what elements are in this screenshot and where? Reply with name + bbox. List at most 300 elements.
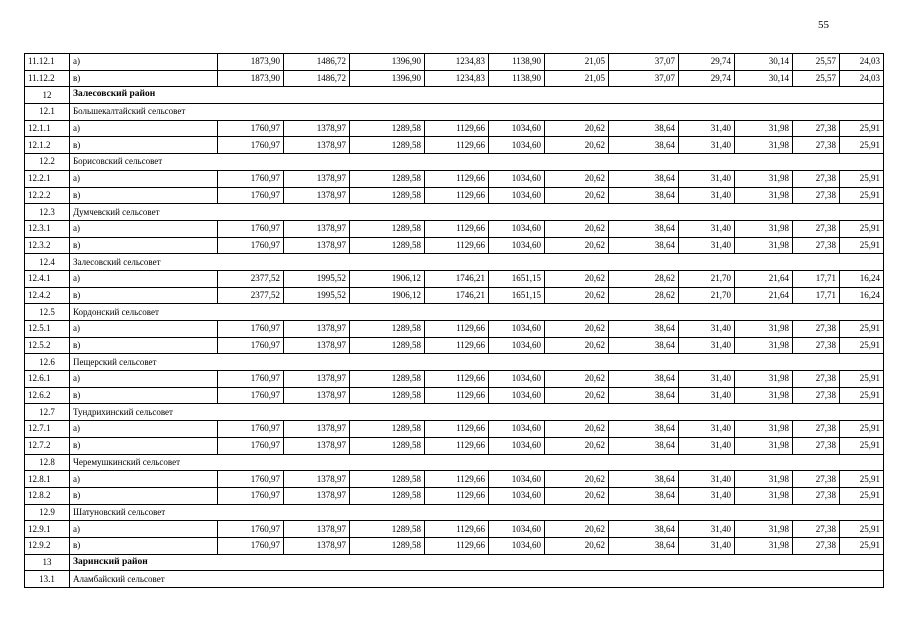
table-row xyxy=(25,487,884,504)
row-label: в) xyxy=(70,487,218,504)
value-cell: 21,70 xyxy=(679,270,735,287)
value-cell: 31,98 xyxy=(735,137,793,154)
value-cell: 1378,97 xyxy=(284,421,350,438)
value-cell: 31,98 xyxy=(735,337,793,354)
row-code: 12.3.1 xyxy=(25,220,70,237)
value-cell: 1034,60 xyxy=(489,521,545,538)
value-cell: 1129,66 xyxy=(425,437,489,454)
value-cell: 1034,60 xyxy=(489,337,545,354)
value-cell: 38,64 xyxy=(609,471,679,488)
table-row xyxy=(25,187,884,204)
value-cell: 1289,58 xyxy=(350,137,425,154)
value-cell: 1129,66 xyxy=(425,187,489,204)
value-cell: 1760,97 xyxy=(218,187,284,204)
value-cell: 1378,97 xyxy=(284,220,350,237)
settlement-title: Кордонский сельсовет xyxy=(70,304,884,321)
value-cell: 1034,60 xyxy=(489,170,545,187)
value-cell: 21,05 xyxy=(545,54,609,71)
row-label: а) xyxy=(70,321,218,338)
value-cell: 1129,66 xyxy=(425,321,489,338)
value-cell: 1289,58 xyxy=(350,437,425,454)
value-cell: 20,62 xyxy=(545,421,609,438)
row-label: в) xyxy=(70,187,218,204)
value-cell: 1378,97 xyxy=(284,521,350,538)
value-cell: 1129,66 xyxy=(425,471,489,488)
row-label: в) xyxy=(70,437,218,454)
value-cell: 27,38 xyxy=(793,220,840,237)
value-cell: 31,40 xyxy=(679,137,735,154)
value-cell: 16,24 xyxy=(840,287,884,304)
value-cell: 1760,97 xyxy=(218,337,284,354)
value-cell: 1378,97 xyxy=(284,137,350,154)
settlement-header-row xyxy=(25,404,884,421)
row-code: 12.1.2 xyxy=(25,137,70,154)
value-cell: 1034,60 xyxy=(489,187,545,204)
value-cell: 1760,97 xyxy=(218,120,284,137)
district-title: Заринский район xyxy=(70,554,884,571)
value-cell: 31,98 xyxy=(735,437,793,454)
value-cell: 27,38 xyxy=(793,170,840,187)
value-cell: 1289,58 xyxy=(350,321,425,338)
value-cell: 1034,60 xyxy=(489,120,545,137)
value-cell: 20,62 xyxy=(545,187,609,204)
value-cell: 1129,66 xyxy=(425,421,489,438)
value-cell: 1378,97 xyxy=(284,437,350,454)
value-cell: 29,74 xyxy=(679,70,735,87)
value-cell: 1289,58 xyxy=(350,537,425,554)
row-label: а) xyxy=(70,270,218,287)
value-cell: 25,57 xyxy=(793,70,840,87)
value-cell: 25,91 xyxy=(840,421,884,438)
value-cell: 28,62 xyxy=(609,270,679,287)
value-cell: 31,40 xyxy=(679,421,735,438)
row-code: 12.8 xyxy=(25,454,70,471)
table-row xyxy=(25,137,884,154)
value-cell: 20,62 xyxy=(545,437,609,454)
value-cell: 1129,66 xyxy=(425,371,489,388)
value-cell: 1129,66 xyxy=(425,487,489,504)
value-cell: 31,98 xyxy=(735,187,793,204)
value-cell: 38,64 xyxy=(609,437,679,454)
settlement-header-row xyxy=(25,204,884,221)
value-cell: 1995,52 xyxy=(284,287,350,304)
settlement-title: Большекалтайский сельсовет xyxy=(70,104,884,121)
value-cell: 1651,15 xyxy=(489,287,545,304)
table-row xyxy=(25,220,884,237)
row-code: 12.2.2 xyxy=(25,187,70,204)
value-cell: 20,62 xyxy=(545,270,609,287)
value-cell: 25,91 xyxy=(840,371,884,388)
settlement-title: Пещерский сельсовет xyxy=(70,354,884,371)
value-cell: 31,98 xyxy=(735,387,793,404)
row-label: а) xyxy=(70,371,218,388)
settlement-header-row xyxy=(25,104,884,121)
row-label: а) xyxy=(70,521,218,538)
value-cell: 20,62 xyxy=(545,387,609,404)
value-cell: 1378,97 xyxy=(284,321,350,338)
settlement-title: Тундрихинский сельсовет xyxy=(70,404,884,421)
value-cell: 20,62 xyxy=(545,487,609,504)
value-cell: 24,03 xyxy=(840,54,884,71)
district-header-row xyxy=(25,554,884,571)
value-cell: 31,40 xyxy=(679,170,735,187)
row-code: 12.8.2 xyxy=(25,487,70,504)
row-code: 12.4.2 xyxy=(25,287,70,304)
row-label: а) xyxy=(70,170,218,187)
row-code: 13 xyxy=(25,554,70,571)
value-cell: 37,07 xyxy=(609,70,679,87)
value-cell: 25,91 xyxy=(840,321,884,338)
value-cell: 20,62 xyxy=(545,321,609,338)
table-row xyxy=(25,321,884,338)
value-cell: 30,14 xyxy=(735,70,793,87)
value-cell: 1289,58 xyxy=(350,337,425,354)
table-row xyxy=(25,471,884,488)
value-cell: 25,91 xyxy=(840,237,884,254)
value-cell: 1289,58 xyxy=(350,487,425,504)
value-cell: 1378,97 xyxy=(284,337,350,354)
value-cell: 1289,58 xyxy=(350,371,425,388)
value-cell: 1034,60 xyxy=(489,487,545,504)
row-code: 12.6.2 xyxy=(25,387,70,404)
row-code: 12.4 xyxy=(25,254,70,271)
value-cell: 1760,97 xyxy=(218,521,284,538)
row-code: 12.4.1 xyxy=(25,270,70,287)
table-row xyxy=(25,70,884,87)
value-cell: 1129,66 xyxy=(425,537,489,554)
row-code: 12.9.1 xyxy=(25,521,70,538)
settlement-title: Залесовский сельсовет xyxy=(70,254,884,271)
value-cell: 1034,60 xyxy=(489,137,545,154)
row-code: 12.7.2 xyxy=(25,437,70,454)
value-cell: 1034,60 xyxy=(489,321,545,338)
row-code: 12.3 xyxy=(25,204,70,221)
value-cell: 27,38 xyxy=(793,237,840,254)
row-code: 11.12.1 xyxy=(25,54,70,71)
value-cell: 1129,66 xyxy=(425,220,489,237)
value-cell: 20,62 xyxy=(545,137,609,154)
value-cell: 27,38 xyxy=(793,487,840,504)
value-cell: 31,98 xyxy=(735,170,793,187)
value-cell: 38,64 xyxy=(609,120,679,137)
value-cell: 1034,60 xyxy=(489,387,545,404)
value-cell: 1034,60 xyxy=(489,471,545,488)
value-cell: 1760,97 xyxy=(218,437,284,454)
value-cell: 1378,97 xyxy=(284,371,350,388)
value-cell: 31,40 xyxy=(679,387,735,404)
table-row xyxy=(25,437,884,454)
table-row xyxy=(25,371,884,388)
value-cell: 31,98 xyxy=(735,220,793,237)
row-label: а) xyxy=(70,120,218,137)
value-cell: 20,62 xyxy=(545,237,609,254)
value-cell: 1760,97 xyxy=(218,321,284,338)
value-cell: 1396,90 xyxy=(350,54,425,71)
value-cell: 27,38 xyxy=(793,137,840,154)
value-cell: 38,64 xyxy=(609,521,679,538)
value-cell: 1034,60 xyxy=(489,371,545,388)
row-code: 12.5.1 xyxy=(25,321,70,338)
row-label: а) xyxy=(70,220,218,237)
value-cell: 31,40 xyxy=(679,237,735,254)
row-code: 12.1 xyxy=(25,104,70,121)
value-cell: 25,91 xyxy=(840,187,884,204)
value-cell: 25,91 xyxy=(840,487,884,504)
value-cell: 1760,97 xyxy=(218,137,284,154)
settlement-header-row xyxy=(25,254,884,271)
value-cell: 31,40 xyxy=(679,471,735,488)
value-cell: 38,64 xyxy=(609,170,679,187)
row-label: в) xyxy=(70,70,218,87)
row-label: а) xyxy=(70,471,218,488)
settlement-title: Черемушкинский сельсовет xyxy=(70,454,884,471)
value-cell: 27,38 xyxy=(793,437,840,454)
value-cell: 31,40 xyxy=(679,437,735,454)
value-cell: 31,40 xyxy=(679,371,735,388)
value-cell: 1760,97 xyxy=(218,471,284,488)
value-cell: 25,91 xyxy=(840,120,884,137)
value-cell: 25,91 xyxy=(840,220,884,237)
value-cell: 1129,66 xyxy=(425,337,489,354)
settlement-header-row xyxy=(25,504,884,521)
value-cell: 1129,66 xyxy=(425,237,489,254)
value-cell: 25,91 xyxy=(840,170,884,187)
value-cell: 38,64 xyxy=(609,220,679,237)
value-cell: 1289,58 xyxy=(350,120,425,137)
value-cell: 1378,97 xyxy=(284,471,350,488)
value-cell: 17,71 xyxy=(793,270,840,287)
value-cell: 1378,97 xyxy=(284,487,350,504)
tariff-table xyxy=(24,53,884,588)
table-row xyxy=(25,54,884,71)
row-label: а) xyxy=(70,54,218,71)
row-label: в) xyxy=(70,387,218,404)
value-cell: 1234,83 xyxy=(425,70,489,87)
value-cell: 1129,66 xyxy=(425,387,489,404)
value-cell: 1378,97 xyxy=(284,170,350,187)
value-cell: 38,64 xyxy=(609,137,679,154)
row-code: 12.7.1 xyxy=(25,421,70,438)
row-code: 13.1 xyxy=(25,571,70,588)
value-cell: 27,38 xyxy=(793,537,840,554)
value-cell: 21,70 xyxy=(679,287,735,304)
value-cell: 1034,60 xyxy=(489,421,545,438)
value-cell: 27,38 xyxy=(793,521,840,538)
row-code: 12.5 xyxy=(25,304,70,321)
value-cell: 31,40 xyxy=(679,187,735,204)
value-cell: 20,62 xyxy=(545,287,609,304)
value-cell: 38,64 xyxy=(609,187,679,204)
row-code: 12.9 xyxy=(25,504,70,521)
value-cell: 31,98 xyxy=(735,487,793,504)
value-cell: 37,07 xyxy=(609,54,679,71)
value-cell: 1760,97 xyxy=(218,371,284,388)
value-cell: 28,62 xyxy=(609,287,679,304)
value-cell: 1378,97 xyxy=(284,237,350,254)
value-cell: 1873,90 xyxy=(218,54,284,71)
value-cell: 31,98 xyxy=(735,237,793,254)
value-cell: 1234,83 xyxy=(425,54,489,71)
value-cell: 38,64 xyxy=(609,371,679,388)
value-cell: 31,98 xyxy=(735,421,793,438)
row-code: 12.6 xyxy=(25,354,70,371)
value-cell: 25,91 xyxy=(840,437,884,454)
value-cell: 27,38 xyxy=(793,387,840,404)
value-cell: 1034,60 xyxy=(489,437,545,454)
row-code: 12.6.1 xyxy=(25,371,70,388)
table-row xyxy=(25,337,884,354)
value-cell: 38,64 xyxy=(609,421,679,438)
row-label: в) xyxy=(70,137,218,154)
value-cell: 31,40 xyxy=(679,120,735,137)
settlement-title: Борисовский сельсовет xyxy=(70,154,884,171)
value-cell: 1873,90 xyxy=(218,70,284,87)
value-cell: 38,64 xyxy=(609,387,679,404)
value-cell: 1760,97 xyxy=(218,537,284,554)
settlement-title: Думчевский сельсовет xyxy=(70,204,884,221)
value-cell: 20,62 xyxy=(545,521,609,538)
value-cell: 1378,97 xyxy=(284,120,350,137)
row-code: 12.9.2 xyxy=(25,537,70,554)
value-cell: 1289,58 xyxy=(350,521,425,538)
value-cell: 1289,58 xyxy=(350,220,425,237)
value-cell: 1486,72 xyxy=(284,70,350,87)
row-code: 12.7 xyxy=(25,404,70,421)
value-cell: 30,14 xyxy=(735,54,793,71)
value-cell: 31,40 xyxy=(679,487,735,504)
value-cell: 1396,90 xyxy=(350,70,425,87)
row-code: 12.3.2 xyxy=(25,237,70,254)
value-cell: 1129,66 xyxy=(425,120,489,137)
value-cell: 2377,52 xyxy=(218,287,284,304)
value-cell: 31,98 xyxy=(735,521,793,538)
table-row xyxy=(25,270,884,287)
settlement-header-row xyxy=(25,571,884,588)
value-cell: 27,38 xyxy=(793,321,840,338)
value-cell: 31,98 xyxy=(735,371,793,388)
value-cell: 21,05 xyxy=(545,70,609,87)
value-cell: 1289,58 xyxy=(350,387,425,404)
value-cell: 31,40 xyxy=(679,321,735,338)
settlement-header-row xyxy=(25,154,884,171)
value-cell: 27,38 xyxy=(793,471,840,488)
value-cell: 27,38 xyxy=(793,120,840,137)
table-row xyxy=(25,237,884,254)
row-code: 12.8.1 xyxy=(25,471,70,488)
value-cell: 27,38 xyxy=(793,337,840,354)
value-cell: 1760,97 xyxy=(218,220,284,237)
value-cell: 1034,60 xyxy=(489,237,545,254)
value-cell: 31,40 xyxy=(679,220,735,237)
value-cell: 21,64 xyxy=(735,270,793,287)
settlement-header-row xyxy=(25,304,884,321)
value-cell: 31,40 xyxy=(679,521,735,538)
row-code: 12.2.1 xyxy=(25,170,70,187)
value-cell: 1289,58 xyxy=(350,421,425,438)
value-cell: 38,64 xyxy=(609,487,679,504)
value-cell: 31,40 xyxy=(679,337,735,354)
value-cell: 1906,12 xyxy=(350,270,425,287)
value-cell: 24,03 xyxy=(840,70,884,87)
value-cell: 38,64 xyxy=(609,337,679,354)
value-cell: 38,64 xyxy=(609,237,679,254)
settlement-header-row xyxy=(25,454,884,471)
value-cell: 1289,58 xyxy=(350,237,425,254)
value-cell: 1651,15 xyxy=(489,270,545,287)
value-cell: 20,62 xyxy=(545,170,609,187)
value-cell: 1138,90 xyxy=(489,54,545,71)
table-body xyxy=(25,54,884,588)
value-cell: 1289,58 xyxy=(350,471,425,488)
value-cell: 27,38 xyxy=(793,187,840,204)
value-cell: 20,62 xyxy=(545,537,609,554)
row-code: 12.2 xyxy=(25,154,70,171)
value-cell: 25,57 xyxy=(793,54,840,71)
value-cell: 20,62 xyxy=(545,471,609,488)
value-cell: 20,62 xyxy=(545,120,609,137)
value-cell: 1138,90 xyxy=(489,70,545,87)
value-cell: 1378,97 xyxy=(284,387,350,404)
value-cell: 38,64 xyxy=(609,321,679,338)
district-header-row xyxy=(25,87,884,104)
value-cell: 1746,21 xyxy=(425,287,489,304)
value-cell: 1746,21 xyxy=(425,270,489,287)
value-cell: 25,91 xyxy=(840,387,884,404)
value-cell: 1995,52 xyxy=(284,270,350,287)
value-cell: 25,91 xyxy=(840,337,884,354)
value-cell: 1378,97 xyxy=(284,187,350,204)
value-cell: 27,38 xyxy=(793,421,840,438)
value-cell: 21,64 xyxy=(735,287,793,304)
table-row xyxy=(25,421,884,438)
value-cell: 1129,66 xyxy=(425,521,489,538)
value-cell: 1760,97 xyxy=(218,387,284,404)
value-cell: 31,40 xyxy=(679,537,735,554)
row-code: 12 xyxy=(25,87,70,104)
value-cell: 38,64 xyxy=(609,537,679,554)
row-code: 12.1.1 xyxy=(25,120,70,137)
value-cell: 31,98 xyxy=(735,120,793,137)
settlement-header-row xyxy=(25,354,884,371)
row-code: 11.12.2 xyxy=(25,70,70,87)
value-cell: 25,91 xyxy=(840,471,884,488)
value-cell: 1289,58 xyxy=(350,187,425,204)
row-label: в) xyxy=(70,537,218,554)
row-label: в) xyxy=(70,337,218,354)
value-cell: 1486,72 xyxy=(284,54,350,71)
value-cell: 1906,12 xyxy=(350,287,425,304)
value-cell: 20,62 xyxy=(545,220,609,237)
row-label: в) xyxy=(70,287,218,304)
value-cell: 1760,97 xyxy=(218,170,284,187)
value-cell: 20,62 xyxy=(545,371,609,388)
value-cell: 1760,97 xyxy=(218,421,284,438)
value-cell: 29,74 xyxy=(679,54,735,71)
table-row xyxy=(25,170,884,187)
value-cell: 25,91 xyxy=(840,537,884,554)
value-cell: 1034,60 xyxy=(489,537,545,554)
value-cell: 27,38 xyxy=(793,371,840,388)
value-cell: 31,98 xyxy=(735,537,793,554)
table-row xyxy=(25,287,884,304)
page-number: 55 xyxy=(818,19,829,31)
row-code: 12.5.2 xyxy=(25,337,70,354)
value-cell: 25,91 xyxy=(840,521,884,538)
value-cell: 31,98 xyxy=(735,321,793,338)
table-row xyxy=(25,521,884,538)
value-cell: 25,91 xyxy=(840,137,884,154)
table-row xyxy=(25,120,884,137)
